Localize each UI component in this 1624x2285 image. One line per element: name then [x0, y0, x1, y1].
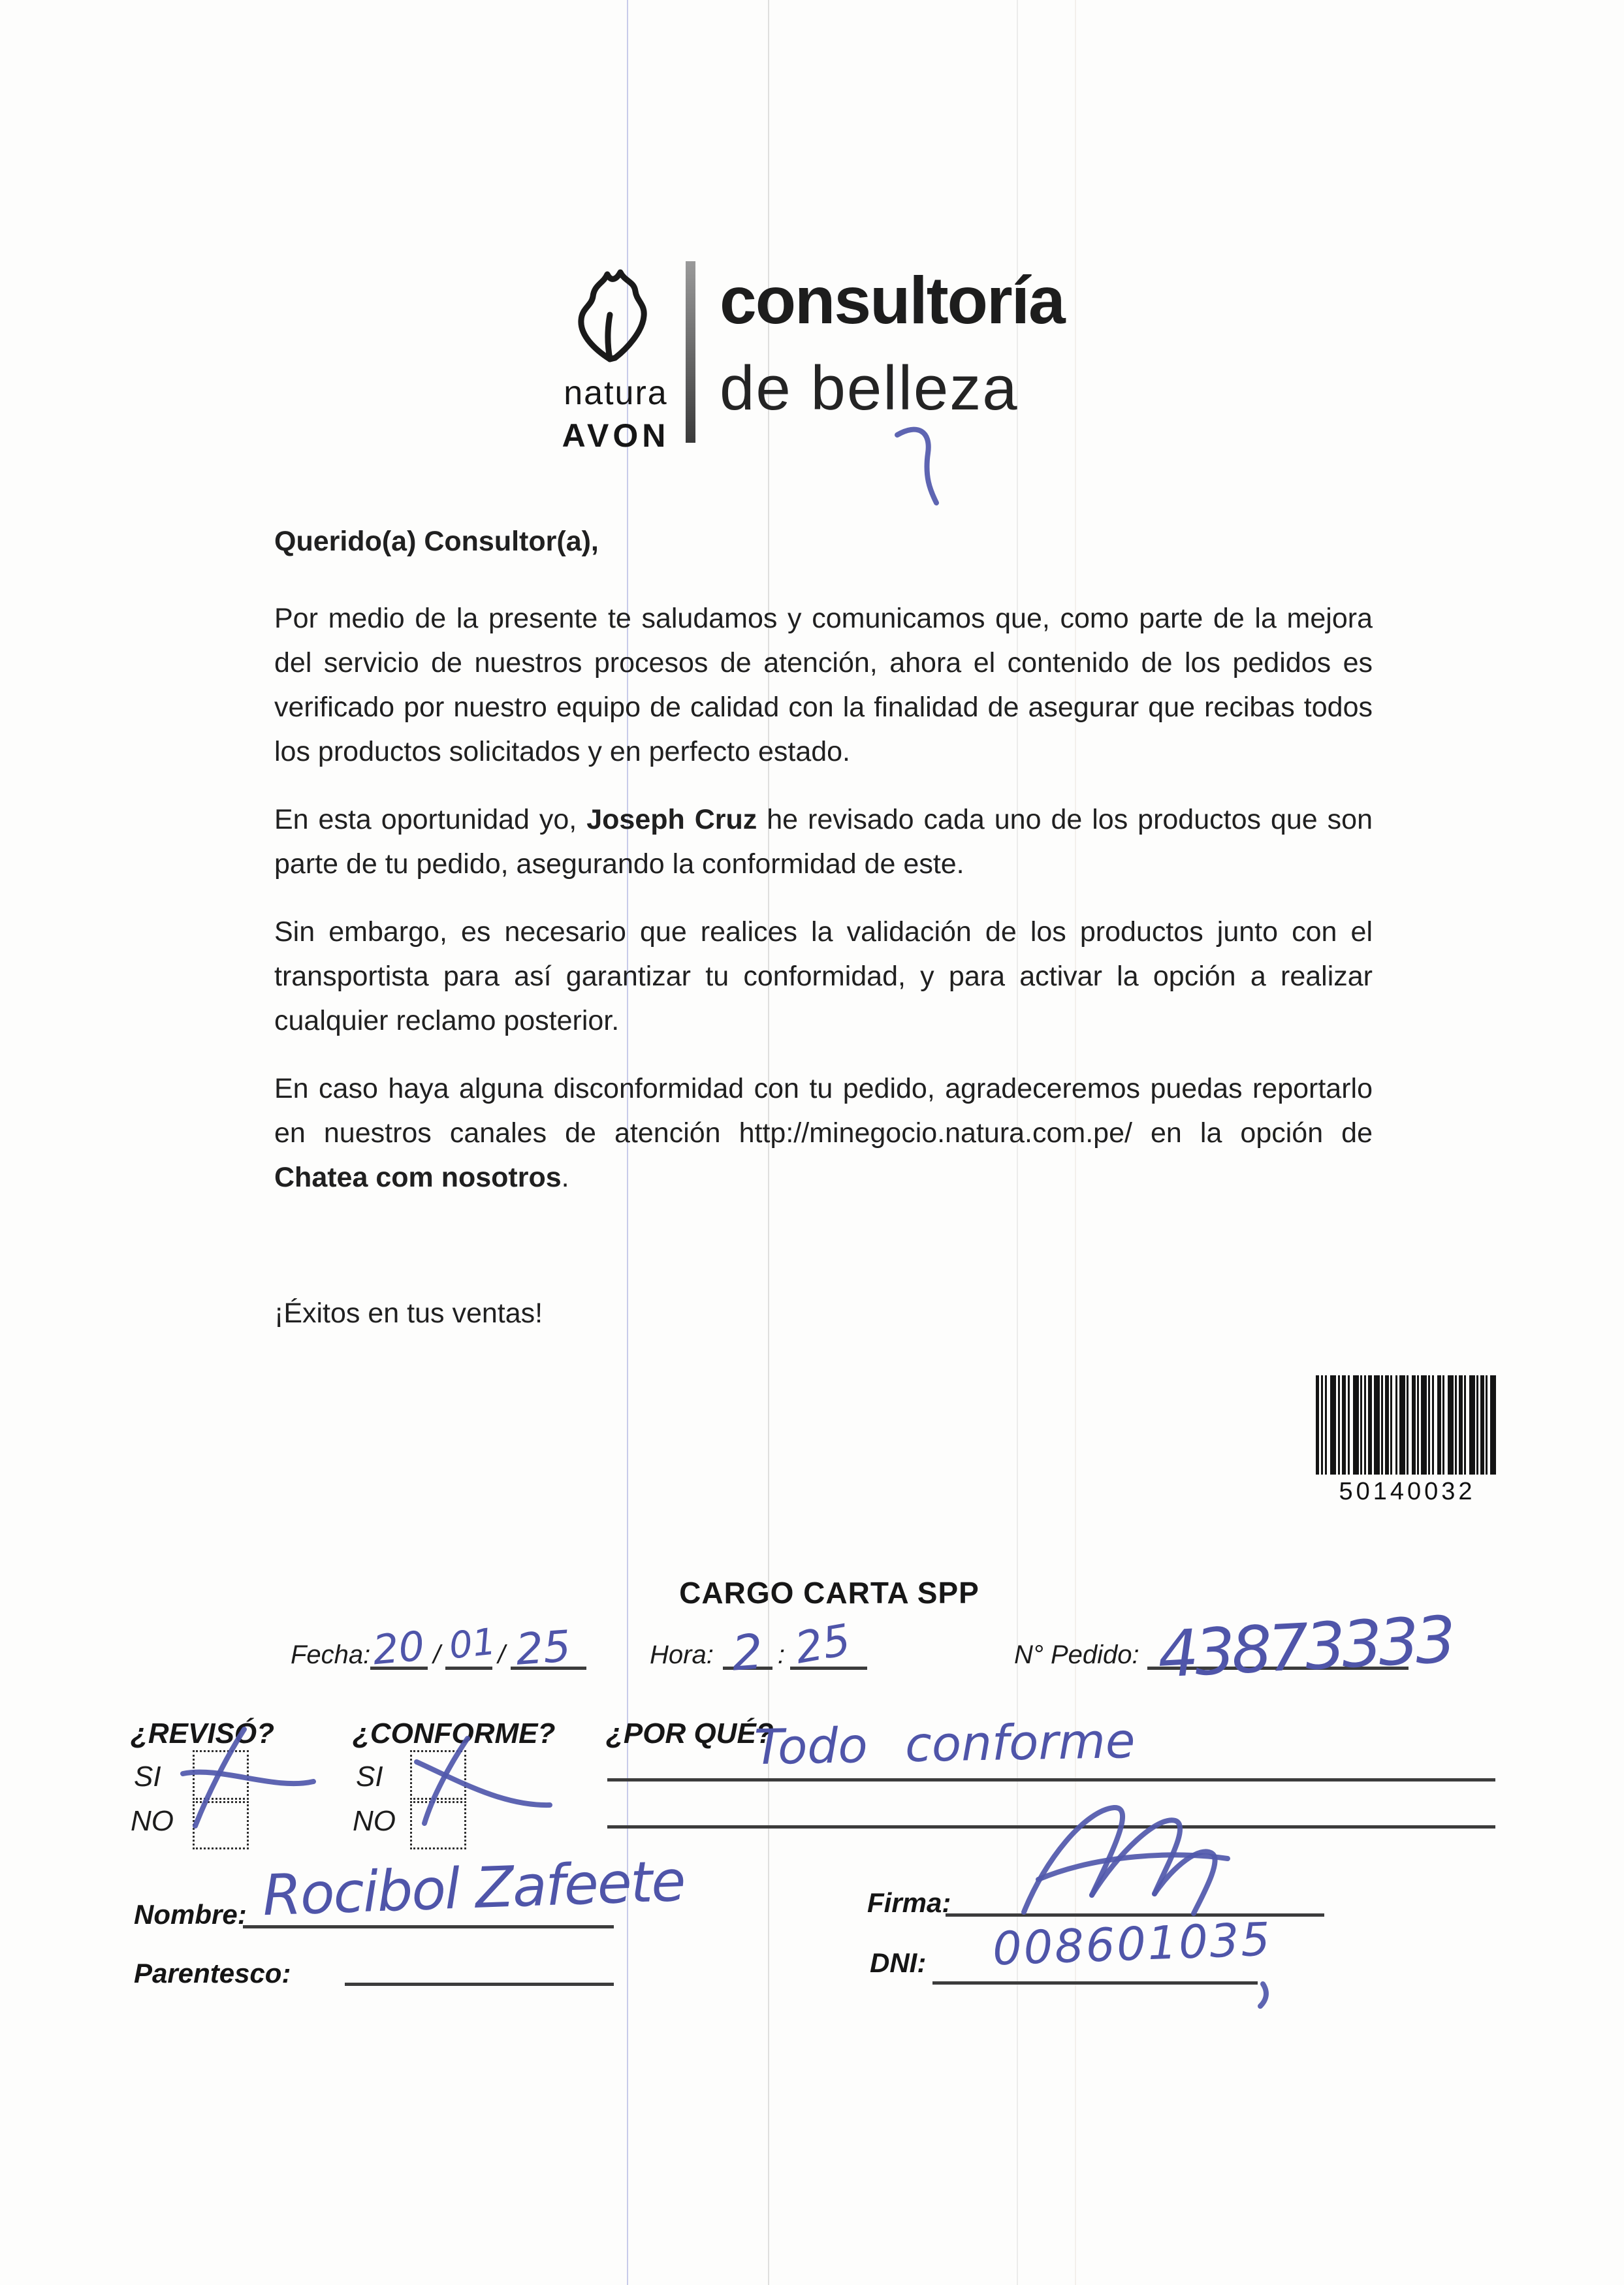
- reviso-si-checkbox[interactable]: [193, 1750, 249, 1800]
- conforme-no-checkbox[interactable]: [410, 1801, 466, 1849]
- porque-answer-line-1[interactable]: [607, 1778, 1495, 1782]
- porque-answer-line-2[interactable]: [607, 1825, 1495, 1829]
- chat-option-name: Chatea com nosotros: [274, 1162, 562, 1193]
- fecha-day-field[interactable]: [370, 1622, 428, 1674]
- fecha-month-field[interactable]: [445, 1620, 498, 1670]
- conforme-no-label: NO: [353, 1805, 396, 1837]
- fecha-separator: /: [433, 1640, 441, 1669]
- signature: [1092, 1820, 1180, 1895]
- nombre-label: Nombre:: [134, 1899, 247, 1930]
- signature: [1154, 1851, 1215, 1913]
- hora-minutes-value: 25: [791, 1614, 854, 1674]
- fecha-day-value: 20: [371, 1622, 427, 1674]
- conforme-si-checkbox[interactable]: [410, 1750, 466, 1800]
- fecha-label: Fecha:: [291, 1640, 371, 1669]
- nombre-value: Rocibol Zafeete: [261, 1848, 686, 1929]
- barcode-bars: [1316, 1375, 1499, 1475]
- avon-wordmark: AVON: [562, 417, 670, 454]
- paragraph-4-text: En caso haya alguna disconformidad con tu pedido, agradeceremos puedas reportarlo en nuestros canales de atención http://minegocio.natura.com.pe/ en la opción de: [274, 1073, 1373, 1149]
- pedido-field: [1014, 1603, 1454, 1693]
- salutation: Querido(a) Consultor(a),: [274, 526, 599, 557]
- hora-hour-value: 2: [729, 1623, 765, 1682]
- barcode-number: 50140032: [1339, 1478, 1476, 1505]
- paragraph-1: Por medio de la presente te saludamos y comunicamos que, como parte de la mejora del servicio de nuestros procesos de atención, ahora el contenido de los pedidos es verificado por nuestro equipo de calidad con la finalidad de asegurar que recibas todos los productos solicitados y en perfecto estado.: [274, 603, 1373, 767]
- pen-hook-mark: [897, 430, 936, 503]
- dni-line[interactable]: [932, 1981, 1258, 1985]
- pedido-number-value: 43873333: [1155, 1603, 1454, 1693]
- closing-line: ¡Éxitos en tus ventas!: [274, 1298, 543, 1329]
- conforme-si-label: SI: [356, 1761, 383, 1793]
- porque-question-label: ¿POR QUÉ?: [606, 1718, 774, 1750]
- paragraph-4: [274, 1066, 1373, 1200]
- reviewer-name: Joseph Cruz: [586, 804, 757, 835]
- reviso-question-label: ¿REVISÓ?: [131, 1718, 275, 1750]
- fecha-separator: /: [498, 1640, 505, 1669]
- pedido-number-field[interactable]: [1147, 1603, 1454, 1693]
- fecha-year-field[interactable]: [511, 1621, 586, 1675]
- cargo-title: CARGO CARTA SPP: [679, 1576, 979, 1610]
- reviso-no-checkbox[interactable]: [193, 1801, 249, 1849]
- dni-value: 008601035: [991, 1912, 1273, 1976]
- hora-label: Hora:: [650, 1640, 714, 1669]
- barcode: [1316, 1375, 1499, 1506]
- parentesco-line[interactable]: [345, 1983, 614, 1986]
- paragraph-2: [274, 797, 1373, 886]
- porque-answer-value: Todo conforme: [754, 1712, 1136, 1776]
- logo-title-line2: de belleza: [720, 353, 1019, 423]
- fecha-month-value: 01: [447, 1620, 498, 1668]
- reviso-no-label: NO: [131, 1805, 174, 1837]
- dni-label: DNI:: [870, 1947, 927, 1978]
- reviso-si-label: SI: [134, 1761, 161, 1793]
- paragraph-2-text: he revisado cada uno de los productos que son parte de tu pedido, asegurando la conformidad de este.: [274, 804, 1373, 880]
- hora-field: [650, 1614, 867, 1682]
- logo-title-line1: consultoría: [720, 263, 1064, 338]
- hora-minutes-field[interactable]: [790, 1614, 867, 1674]
- hora-colon: :: [777, 1640, 785, 1669]
- paragraph-4-text: .: [561, 1162, 569, 1193]
- conforme-question-label: ¿CONFORME?: [353, 1718, 556, 1750]
- pedido-label: N° Pedido:: [1014, 1640, 1139, 1669]
- signature: [1038, 1855, 1228, 1879]
- paragraph-2-text: En esta oportunidad yo,: [274, 804, 587, 835]
- fecha-field: [291, 1620, 586, 1675]
- hora-hour-field[interactable]: [723, 1623, 772, 1682]
- firma-label: Firma:: [867, 1887, 951, 1918]
- logo-divider: [686, 261, 695, 443]
- natura-leaf-icon: [569, 266, 654, 364]
- natura-wordmark: natura: [564, 374, 668, 412]
- fecha-year-value: 25: [513, 1621, 573, 1675]
- signature: [1024, 1808, 1122, 1912]
- letter-body: [274, 519, 1373, 1359]
- parentesco-label: Parentesco:: [134, 1958, 291, 1989]
- paragraph-3: Sin embargo, es necesario que realices la validación de los productos junto con el transportista para así garantizar tu conformidad, y para activar la opción a realizar cualquier reclamo posterior.: [274, 916, 1373, 1036]
- dni-comma-mark: [1260, 1984, 1266, 2006]
